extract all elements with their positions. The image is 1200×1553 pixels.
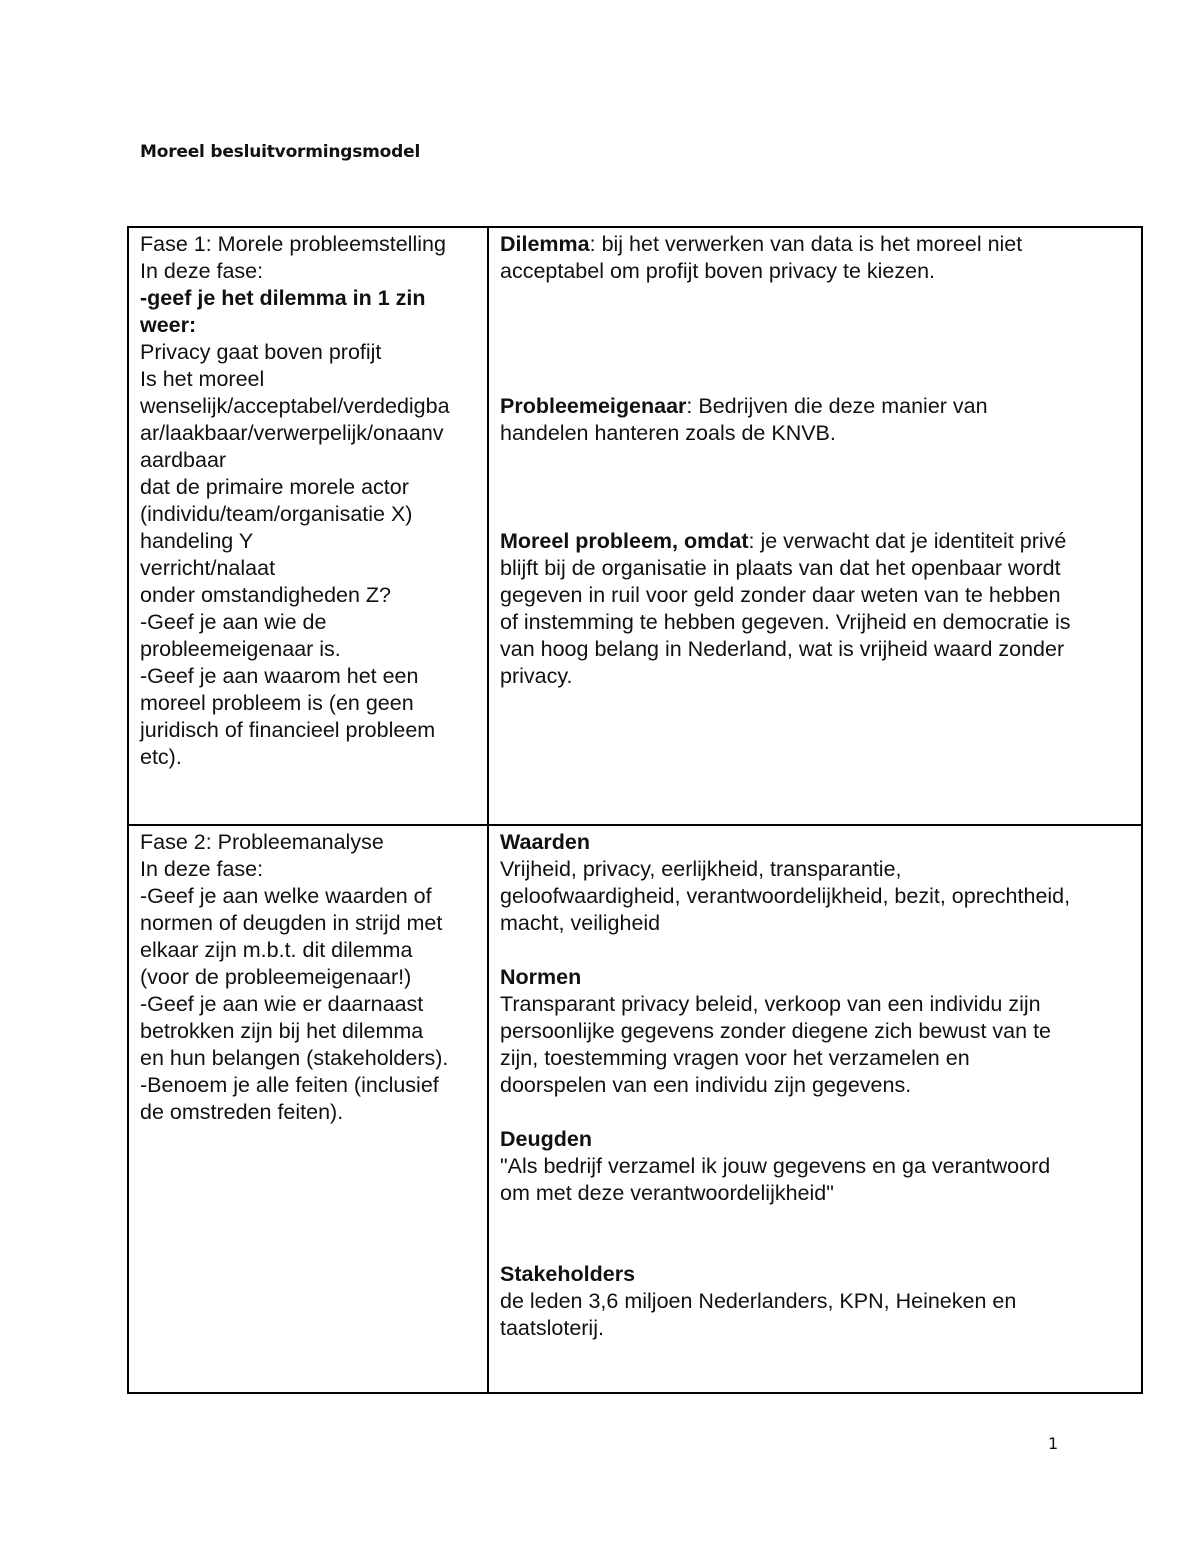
decision-model-table [127,226,1143,1394]
moral-problem-text: : je verwacht dat je identiteit privé [748,529,1067,553]
values-text: macht, veiligheid [500,911,661,935]
phase1-answer-cell [489,228,1141,826]
phase1-instruction-line: aardbaar [140,448,227,472]
virtues-text: "Als bedrijf verzamel ik jouw gegevens en ga verantwoord [500,1154,1051,1178]
moral-problem-label: Moreel probleem, omdat [500,529,749,553]
stakeholders-text: de leden 3,6 miljoen Nederlanders, KPN, Heineken en [500,1289,1017,1313]
phase2-instruction-line: elkaar zijn m.b.t. dit dilemma [140,938,413,962]
phase1-instruction-line: Is het moreel [140,367,265,391]
norms-text: Transparant privacy beleid, verkoop van een individu zijn [500,992,1041,1016]
phase1-intro: In deze fase: [140,259,264,283]
virtues-heading: Deugden [500,1127,592,1151]
phase1-heading: Fase 1: Morele probleemstelling [140,232,446,256]
page-number: 1 [1048,1434,1059,1453]
problem-owner-block [500,393,1131,447]
moral-problem-text: privacy. [500,664,573,688]
phase1-instruction-line: (individu/team/organisatie X) [140,502,413,526]
virtues-block [500,1126,1131,1207]
phase2-instruction-line: -Geef je aan wie er daarnaast [140,992,424,1016]
phase1-instruction-line: moreel probleem is (en geen [140,691,414,715]
problem-owner-text: handelen hanteren zoals de KNVB. [500,421,836,445]
norms-heading: Normen [500,965,582,989]
moral-problem-text: gegeven in ruil voor geld zonder daar weten van te hebben [500,583,1061,607]
moral-problem-text: van hoog belang in Nederland, wat is vrijheid waard zonder [500,637,1065,661]
dilemma-block [500,231,1131,285]
phase1-instruction-line: handeling Y [140,529,254,553]
problem-owner-label: Probleemeigenaar [500,394,687,418]
norms-text: zijn, toestemming vragen voor het verzamelen en [500,1046,970,1070]
stakeholders-heading: Stakeholders [500,1262,636,1286]
document-title: Moreel besluitvormingsmodel [140,142,421,162]
phase1-instructions-cell [129,228,489,826]
phase2-instruction-line: -Benoem je alle feiten (inclusief [140,1073,439,1097]
values-heading: Waarden [500,830,590,854]
phase1-instruction-line: juridisch of financieel probleem [140,718,436,742]
moral-problem-block [500,528,1131,690]
phase2-intro: In deze fase: [140,857,264,881]
moral-problem-text: blijft bij de organisatie in plaats van dat het openbaar wordt [500,556,1061,580]
phase2-instruction-line: de omstreden feiten). [140,1100,344,1124]
phase2-instruction-line: -Geef je aan welke waarden of [140,884,432,908]
virtues-text: om met deze verantwoordelijkheid" [500,1181,834,1205]
phase2-instruction-line: betrokken zijn bij het dilemma [140,1019,424,1043]
phase1-instruction-line: probleemeigenaar is. [140,637,341,661]
norms-block [500,964,1131,1099]
stakeholders-text: taatsloterij. [500,1316,604,1340]
phase2-heading: Fase 2: Probleemanalyse [140,830,384,854]
phase2-answer-cell [489,826,1141,1392]
phase1-bold-instruction: -geef je het dilemma in 1 zin [140,286,426,310]
stakeholders-block [500,1261,1131,1342]
phase1-instruction-line: dat de primaire morele actor [140,475,409,499]
norms-text: doorspelen van een individu zijn gegevens. [500,1073,912,1097]
values-text: geloofwaardigheid, verantwoordelijkheid, bezit, oprechtheid, [500,884,1071,908]
phase1-instruction-line: -Geef je aan waarom het een [140,664,419,688]
dilemma-label: Dilemma [500,232,590,256]
phase2-instructions-cell [129,826,489,1392]
phase1-instruction-line: verricht/nalaat [140,556,276,580]
phase1-instruction-line: -Geef je aan wie de [140,610,327,634]
phase1-instruction-line: wenselijk/acceptabel/verdedigba [140,394,450,418]
phase2-instruction-line: normen of deugden in strijd met [140,911,443,935]
phase1-bold-instruction: weer: [140,313,197,337]
phase1-instruction-line: ar/laakbaar/verwerpelijk/onaanv [140,421,444,445]
phase1-instruction-line: Privacy gaat boven profijt [140,340,382,364]
values-text: Vrijheid, privacy, eerlijkheid, transparantie, [500,857,902,881]
values-block [500,829,1131,937]
phase1-instruction-line: onder omstandigheden Z? [140,583,392,607]
dilemma-text: acceptabel om profijt boven privacy te kiezen. [500,259,936,283]
problem-owner-text: : Bedrijven die deze manier van [686,394,988,418]
moral-problem-text: of instemming te hebben gegeven. Vrijheid en democratie is [500,610,1071,634]
norms-text: persoonlijke gegevens zonder diegene zich bewust van te [500,1019,1052,1043]
phase2-instruction-line: en hun belangen (stakeholders). [140,1046,449,1070]
phase1-instruction-line: etc). [140,745,182,769]
dilemma-text: : bij het verwerken van data is het moreel niet [589,232,1023,256]
phase2-instruction-line: (voor de probleemeigenaar!) [140,965,412,989]
